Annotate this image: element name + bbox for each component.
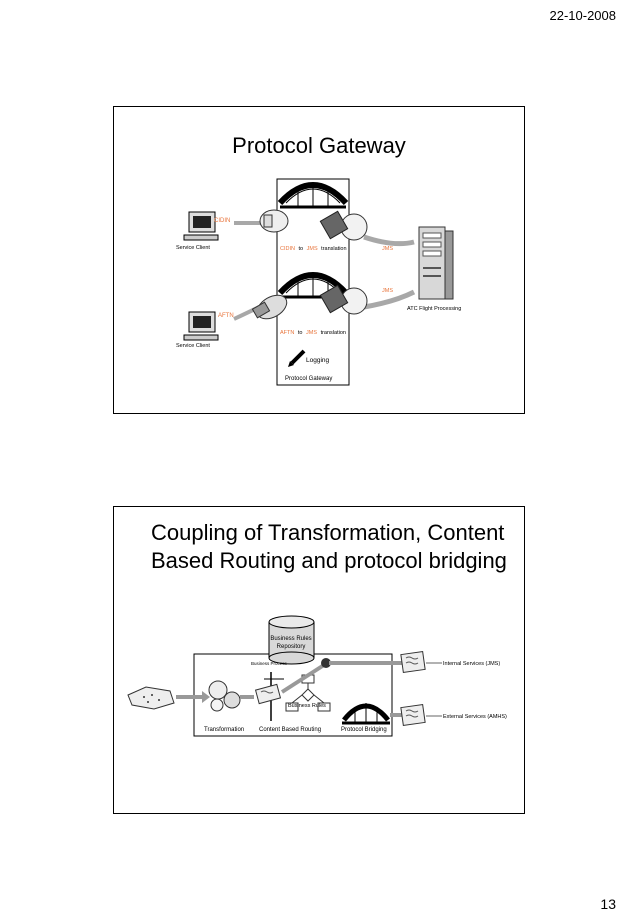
computer-icon-1 xyxy=(184,212,218,240)
computer-icon-2 xyxy=(184,312,218,340)
slide-title-line-1: Coupling of Transformation, Content xyxy=(151,520,505,545)
business-rules-label: Business Rules xyxy=(288,703,326,709)
server-label: ATC Flight Processing xyxy=(407,306,462,312)
gateway-label: Protocol Gateway xyxy=(285,376,333,382)
repository-label-line-1: Business Rules xyxy=(270,636,312,642)
service-client-label-2: Service Client xyxy=(176,343,210,349)
internal-message-icon xyxy=(401,652,425,673)
external-services-label: External Services (AMHS) xyxy=(443,714,507,720)
aftn-tag: AFTN xyxy=(218,313,234,319)
header-date: 22-10-2008 xyxy=(549,8,616,23)
service-client-label-1: Service Client xyxy=(176,245,210,251)
internal-services-label: Internal Services (JMS) xyxy=(443,661,501,667)
translation-label-2: AFTN to JMS translation xyxy=(280,330,346,336)
protocol-bridging-label: Protocol Bridging xyxy=(341,727,387,733)
slide-title-line-2: Based Routing and protocol bridging xyxy=(151,548,507,573)
jms-label-2: JMS xyxy=(382,288,393,294)
plug-icon-cidin xyxy=(260,210,288,232)
repository-label-line-2: Repository xyxy=(276,644,306,650)
cable-jms-2 xyxy=(364,292,414,307)
logging-label: Logging xyxy=(306,357,330,364)
protocol-gateway-diagram xyxy=(114,107,524,413)
transformation-label: Transformation xyxy=(204,727,245,733)
external-message-icon xyxy=(401,705,425,726)
slide-coupling xyxy=(113,506,525,814)
translation-label-1: CIDIN to JMS translation xyxy=(280,246,347,252)
cable-jms-1 xyxy=(364,237,414,244)
server-icon xyxy=(419,227,453,299)
coupling-diagram xyxy=(114,507,524,813)
cidin-tag: CIDIN xyxy=(214,218,231,224)
slide-protocol-gateway xyxy=(113,106,525,414)
content-routing-label: Content Based Routing xyxy=(259,727,322,733)
jms-label-1: JMS xyxy=(382,246,393,252)
page-number: 13 xyxy=(600,896,616,912)
slide-title: Protocol Gateway xyxy=(232,133,406,158)
business-process-label: Business Process xyxy=(251,661,287,666)
